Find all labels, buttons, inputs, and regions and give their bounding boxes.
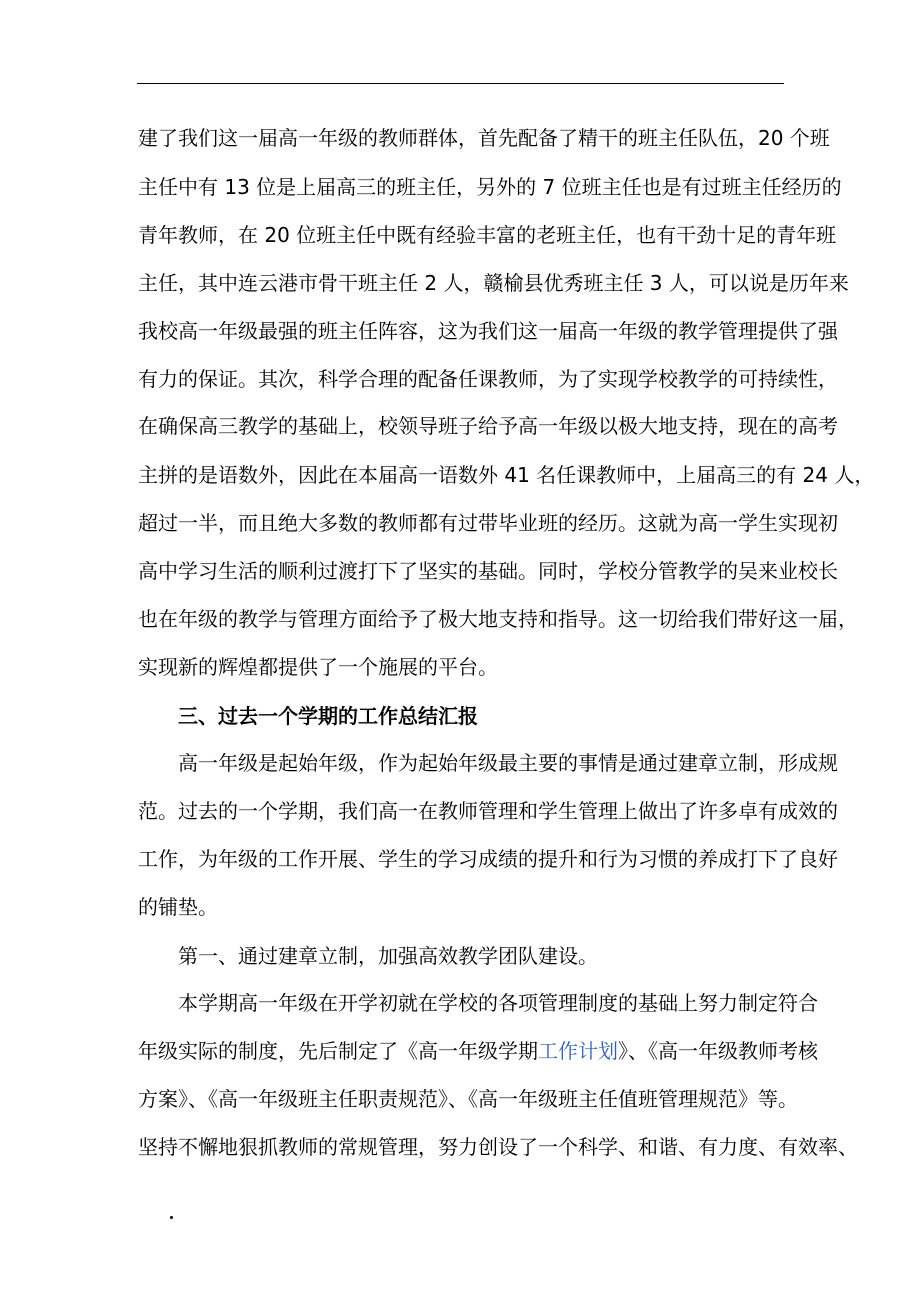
body-line: 工作，为年级的工作开展、学生的学习成绩的提升和行为习惯的养成打下了良好 (138, 847, 838, 871)
subheading: 第一、通过建章立制，加强高效教学团队建设。 (178, 944, 598, 968)
body-line: 主拼的是语数外，因此在本届高一语数外 41 名任课教师中，上届高三的有 24 人， (138, 463, 875, 487)
body-line: 范。过去的一个学期，我们高一在教师管理和学生管理上做出了许多卓有成效的 (138, 799, 838, 823)
body-line: 青年教师，在 20 位班主任中既有经验丰富的老班主任，也有干劲十足的青年班 (138, 223, 837, 247)
footer-dot (170, 1216, 173, 1219)
body-line: 在确保高三教学的基础上，校领导班子给予高一年级以极大地支持，现在的高考 (138, 414, 838, 438)
body-line: 高中学习生活的顺利过渡打下了坚实的基础。同时，学校分管教学的吴来业校长 (138, 559, 838, 583)
body-line: 本学期高一年级在开学初就在学校的各项管理制度的基础上努力制定符合 (178, 991, 818, 1015)
body-line: 的铺垫。 (138, 895, 218, 919)
text-segment: 》、《高一年级教师考核 (618, 1039, 818, 1063)
body-line: 方案》、《高一年级班主任职责规范》、《高一年级班主任值班管理规范》等。 (138, 1087, 798, 1111)
body-line: 高一年级是起始年级，作为起始年级最主要的事情是通过建章立制，形成规 (178, 751, 838, 775)
body-line: 建了我们这一届高一年级的教师群体，首先配备了精干的班主任队伍，20 个班 (138, 126, 830, 150)
body-line: 主任中有 13 位是上届高三的班主任，另外的 7 位班主任也是有过班主任经历的 (138, 175, 842, 199)
body-line: 实现新的辉煌都提供了一个施展的平台。 (138, 655, 498, 679)
header-rule (137, 83, 784, 84)
body-line: 主任，其中连云港市骨干班主任 2 人，赣榆县优秀班主任 3 人，可以说是历年来 (138, 271, 849, 295)
body-line: 我校高一年级最强的班主任阵容，这为我们这一届高一年级的教学管理提供了强 (138, 319, 838, 343)
section-heading: 三、过去一个学期的工作总结汇报 (178, 704, 478, 728)
body-line-with-link (138, 1035, 818, 1067)
body-line: 超过一半，而且绝大多数的教师都有过带毕业班的经历。这就为高一学生实现初 (138, 511, 838, 535)
body-line: 坚持不懈地狠抓教师的常规管理，努力创设了一个科学、和谐、有力度、有效率、 (138, 1135, 858, 1159)
body-line: 也在年级的教学与管理方面给予了极大地支持和指导。这一切给我们带好这一届， (138, 607, 858, 631)
body-line: 有力的保证。其次，科学合理的配备任课教师，为了实现学校教学的可持续性， (138, 367, 838, 391)
work-plan-link[interactable]: 工作计划 (538, 1039, 618, 1063)
text-segment: 年级实际的制度，先后制定了《高一年级学期 (138, 1039, 538, 1063)
